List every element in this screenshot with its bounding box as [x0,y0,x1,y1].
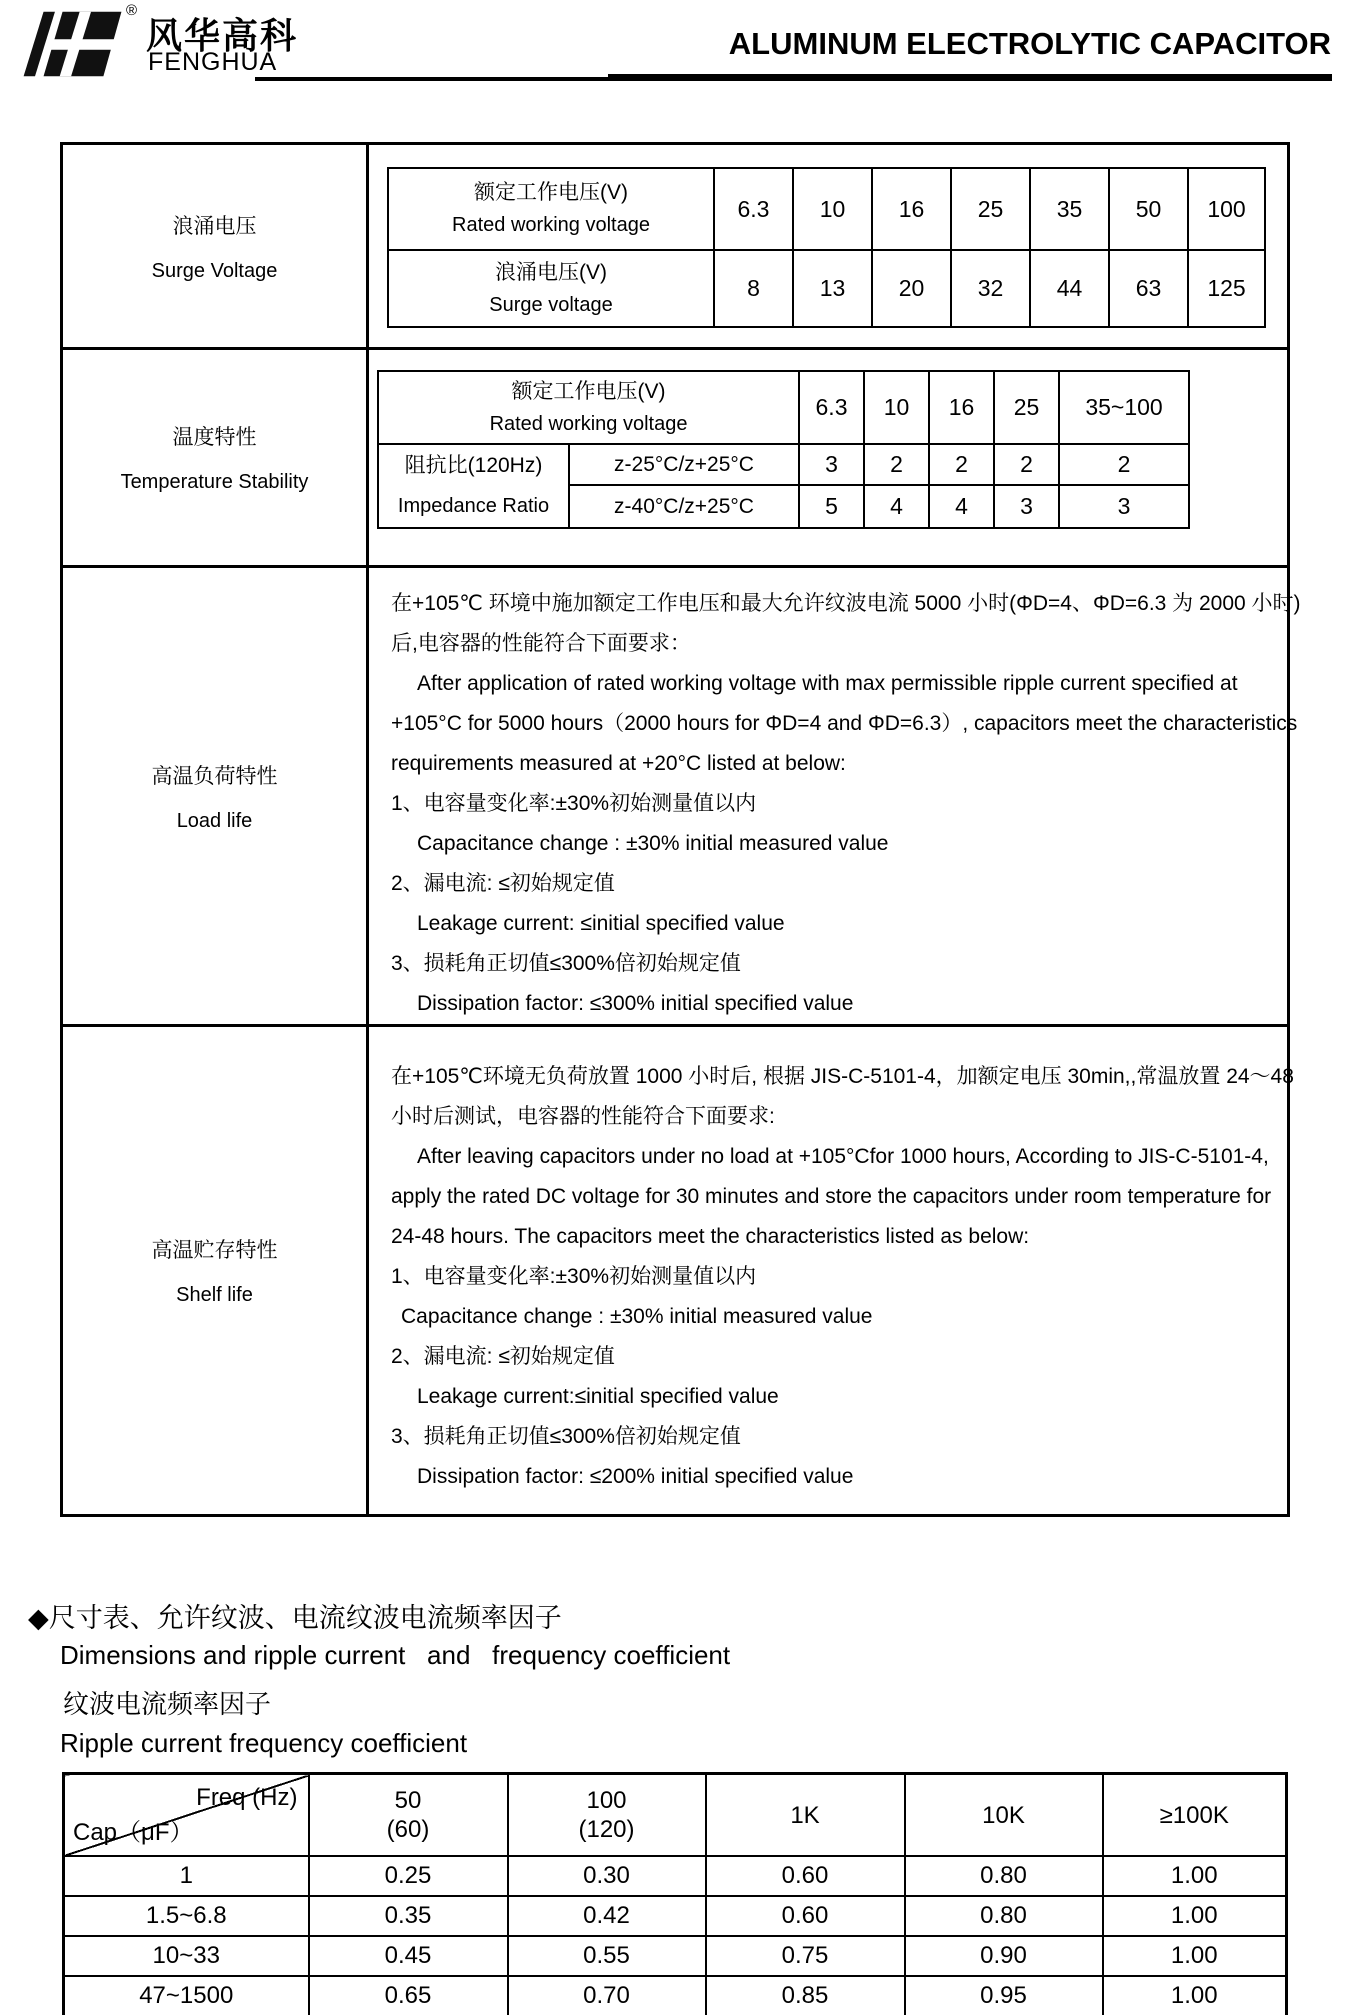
shelf-life-line: 小时后测试，电容器的性能符合下面要求: [391,1105,775,1128]
coefficient-value: 0.30 [508,1856,706,1896]
cap-range: 47~1500 [64,1976,309,2015]
temp-voltage-value: 6.3 [799,371,864,444]
spec-table [60,142,1301,1517]
shelf-life-line: 24-48 hours. The capacitors meet the characteristics listed as below: [391,1225,1030,1248]
surge-voltage-value: 44 [1030,250,1109,327]
shelf-life-text [369,1027,1294,1497]
surge-voltage-value: 20 [872,250,951,327]
shelf-life-line: 在+105℃环境无负荷放置 1000 小时后, 根据 JIS-C-5101-4，加额定电压 30min,,常温放置 24～48 [391,1065,1294,1088]
coefficient-value: 0.80 [905,1856,1103,1896]
shelf-life-line: apply the rated DC voltage for 30 minutes and store the capacitors under room temperature for [391,1185,1272,1208]
load-life-line: Capacitance change : ±30% initial measured value [417,832,889,855]
logo-latin-text: FENGHUA [148,48,278,76]
surge-voltage-value: 8 [714,250,793,327]
rated-voltage-value: 25 [951,168,1030,250]
freq-column-header: 1K [706,1774,905,1857]
impedance-ratio-en: Impedance Ratio [397,495,550,517]
fenghua-logo-icon [18,6,128,82]
header-rule-thick [608,74,1332,81]
coefficient-value: 0.70 [508,1976,706,2015]
surge-voltage-value: 32 [951,250,1030,327]
coefficient-value: 1.00 [1103,1896,1287,1936]
section-subheading-cn: 纹波电流频率因子 [63,1689,272,1719]
load-life-line: Dissipation factor: ≤300% initial specified value [417,992,854,1015]
impedance-value: 2 [929,444,994,485]
cap-range: 10~33 [64,1936,309,1976]
cap-range: 1 [64,1856,309,1896]
freq-column-header [309,1774,508,1857]
load-life-label-en: Load life [176,809,253,832]
rated-voltage-header [388,168,714,250]
temperature-content-cell [368,349,1289,567]
coefficient-value: 0.25 [309,1856,508,1896]
temperature-label-en: Temperature Stability [120,471,309,493]
coefficient-value: 0.60 [706,1856,905,1896]
freq-col-60: (60) [386,1816,430,1843]
coefficient-value: 0.45 [309,1936,508,1976]
load-life-label-cell [62,567,368,1026]
load-life-line: After application of rated working voltage with max permissible ripple current specified at [417,672,1238,695]
shelf-life-line: Dissipation factor: ≤200% initial specified value [417,1465,854,1488]
coefficient-value: 0.42 [508,1896,706,1936]
shelf-life-line: Leakage current:≤initial specified value [417,1385,779,1408]
load-life-content-cell [368,567,1301,1026]
temp-voltage-value: 25 [994,371,1059,444]
shelf-life-content-cell [368,1026,1294,1516]
shelf-life-line: 1、电容量变化率:±30%初始测量值以内 [391,1265,757,1288]
section-subheading-en: Ripple current frequency coefficient [60,1728,468,1758]
shelf-life-line: After leaving capacitors under no load at +105°Cfor 1000 hours, According to JIS-C-5101-4, [417,1145,1269,1168]
impedance-condition: z-40°C/z+25°C [569,485,799,528]
temp-voltage-value: 16 [929,371,994,444]
load-life-line: 后,电容器的性能符合下面要求： [391,632,691,655]
load-life-line: Leakage current: ≤initial specified value [417,912,785,935]
impedance-value: 2 [864,444,929,485]
surge-voltage-label-cn: 浪涌电压 [172,214,257,238]
surge-row-cn: 浪涌电压(V) [495,260,607,284]
surge-voltage-label-cell [62,144,368,349]
coefficient-value: 0.75 [706,1936,905,1976]
coefficient-value: 0.60 [706,1896,905,1936]
header-rule-thin [255,77,615,81]
temp-rated-cn: 额定工作电压(V) [511,379,666,403]
section-heading-en: Dimensions and ripple current and frequency coefficient [60,1640,731,1670]
impedance-value: 2 [1059,444,1189,485]
shelf-life-label-cell [62,1026,368,1516]
load-life-line: 2、漏电流: ≤初始规定值 [391,872,615,895]
section-heading-cn: ◆尺寸表、允许纹波、电流纹波电流频率因子 [28,1603,562,1633]
shelf-life-label-en: Shelf life [176,1284,253,1306]
freq-axis-label: Freq (Hz) [196,1784,298,1811]
impedance-value: 4 [929,485,994,528]
rated-voltage-value: 50 [1109,168,1188,250]
freq-column-header: ≥100K [1103,1774,1287,1857]
load-life-label-cn: 高温负荷特性 [151,764,278,788]
surge-voltage-value: 125 [1188,250,1265,327]
temperature-table [377,370,1190,529]
surge-voltage-value: 63 [1109,250,1188,327]
coefficient-value: 1.00 [1103,1936,1287,1976]
freq-cap-corner-cell [64,1774,309,1857]
load-life-line: +105°C for 5000 hours（2000 hours for ΦD=4 and ΦD=6.3）, capacitors meet the characteristics [391,712,1298,735]
surge-voltage-label-en: Surge Voltage [151,259,278,282]
rated-voltage-value: 16 [872,168,951,250]
impedance-value: 3 [994,485,1059,528]
coefficient-value: 0.35 [309,1896,508,1936]
shelf-life-line: 3、损耗角正切值≤300%倍初始规定值 [391,1425,741,1448]
impedance-value: 3 [799,444,864,485]
shelf-life-line: Capacitance change : ±30% initial measured value [401,1305,873,1328]
surge-voltage-value: 13 [793,250,872,327]
load-life-text [369,568,1301,1024]
freq-col-50: 50 [394,1787,422,1814]
coefficient-value: 0.65 [309,1976,508,2015]
coefficient-value: 0.85 [706,1976,905,2015]
freq-column-header [508,1774,706,1857]
surge-voltage-row-header [388,250,714,327]
cap-axis-label: Cap（μF） [73,1819,194,1846]
cap-range: 1.5~6.8 [64,1896,309,1936]
surge-row-en: Surge voltage [489,293,613,316]
surge-voltage-table [387,167,1266,328]
page-title: ALUMINUM ELECTROLYTIC CAPACITOR [728,26,1331,61]
impedance-value: 5 [799,485,864,528]
shelf-life-label-cn: 高温贮存特性 [151,1239,278,1262]
coefficient-value: 1.00 [1103,1976,1287,2015]
impedance-value: 4 [864,485,929,528]
temp-voltage-value: 35~100 [1059,371,1189,444]
rated-voltage-value: 100 [1188,168,1265,250]
freq-col-120: (120) [578,1816,635,1843]
temperature-label-cn: 温度特性 [172,426,257,449]
freq-column-header: 10K [905,1774,1103,1857]
rated-voltage-en: Rated working voltage [452,214,650,236]
impedance-ratio-header [378,444,569,528]
impedance-ratio-cn: 阻抗比(120Hz) [404,454,543,477]
coefficient-value: 1.00 [1103,1856,1287,1896]
rated-voltage-value: 35 [1030,168,1109,250]
impedance-value: 3 [1059,485,1189,528]
coefficient-value: 0.80 [905,1896,1103,1936]
temp-rated-voltage-header [378,371,799,444]
temp-rated-en: Rated working voltage [489,412,688,435]
temperature-label-cell [62,349,368,567]
load-life-line: requirements measured at +20°C listed at below: [391,752,846,775]
temp-voltage-value: 10 [864,371,929,444]
impedance-condition: z-25°C/z+25°C [569,444,799,485]
rated-voltage-value: 6.3 [714,168,793,250]
coefficient-value: 0.90 [905,1936,1103,1976]
logo-chinese-text: 风华高科 [146,15,299,56]
frequency-coefficient-table [62,1772,1288,2015]
load-life-line: 1、电容量变化率:±30%初始测量值以内 [391,792,757,815]
shelf-life-line: 2、漏电流: ≤初始规定值 [391,1345,615,1368]
surge-voltage-content-cell [368,144,1289,349]
coefficient-value: 0.95 [905,1976,1103,2015]
rated-voltage-cn: 额定工作电压(V) [474,181,628,204]
freq-col-100: 100 [586,1787,627,1814]
registered-mark: ® [126,2,138,19]
coefficient-value: 0.55 [508,1936,706,1976]
load-life-line: 3、损耗角正切值≤300%倍初始规定值 [391,952,741,975]
load-life-line: 在+105℃ 环境中施加额定工作电压和最大允许纹波电流 5000 小时(ΦD=4、ΦD=6.3 为 2000 小时) [391,592,1301,615]
rated-voltage-value: 10 [793,168,872,250]
impedance-value: 2 [994,444,1059,485]
